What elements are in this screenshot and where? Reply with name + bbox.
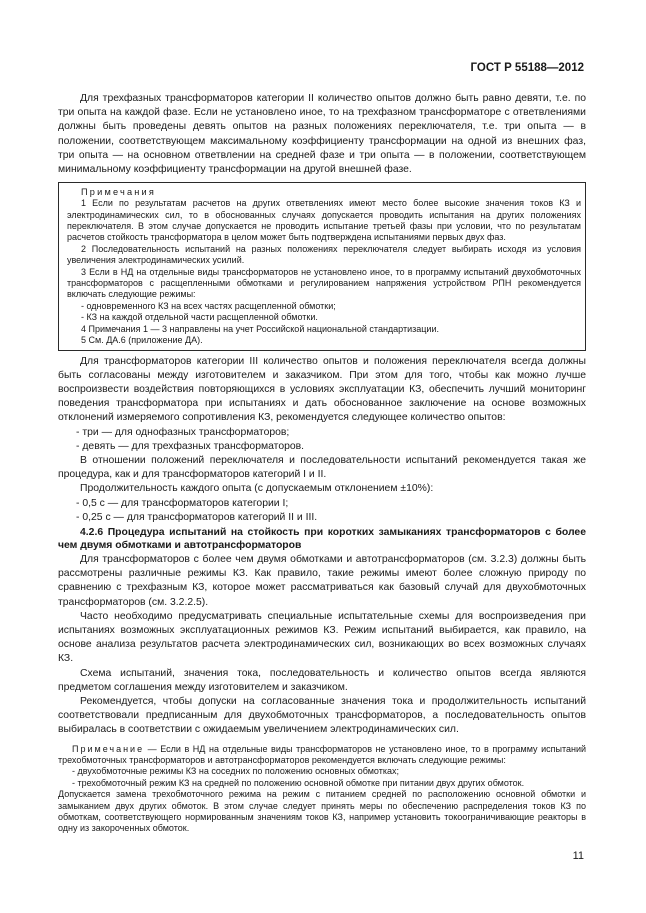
note-4: 4 Примечания 1 — 3 направлены на учет Российской национальной стандартизации. (81, 323, 439, 334)
note-3-item-1: - одновременного КЗ на всех частях расщепленной обмотки; (81, 300, 336, 311)
page-number: 11 (572, 850, 584, 862)
page-content (58, 92, 586, 835)
document-code-header: ГОСТ Р 55188—2012 (470, 62, 584, 74)
note-5: 5 См. ДА.6 (приложение ДА). (81, 335, 203, 346)
list-item: - 0,25 с — для трансформаторов категорий II и III. (76, 511, 318, 523)
note-3-item-2: - КЗ на каждой отдельной части расщепленной обмотки. (81, 312, 318, 323)
paragraph-category-iii-tests: Для трансформаторов категории III количество опытов и положения переключателя всегда должны быть согласованы между изготовителем и заказчиком. При этом для того, чтобы как можно лучше воспроизвести воздействия повторяющихся в условиях эксплуатации КЗ, обеспечить лучший мониторинг поведения трансформатора при испытаниях и дать обоснованное заключение на основе возможных отклонений измеряемого сопротивления КЗ, рекомендуется следующее количество опытов: (58, 355, 586, 424)
list-item: - девять — для трехфазных трансформаторов. (76, 440, 305, 452)
paragraph-category-ii-tests: Для трехфазных трансформаторов категории II количество опытов должно быть равно девяти, т.е. по три опыта на каждой фазе. Если не установлено иное, то на трехфазном трансформаторе с ответвлениями должны быть проведены девять опытов на разных положениях переключателя, т.е. три опыта — в положении, соответствующем максимальному коэффициенту трансформации на одной из внешних фаз, три опыта — на основном ответвлении на средней фазе и три опыта — в положении, соответствующем минимальному коэффициенту трансформации на другой внешней фазе. (58, 93, 586, 176)
paragraph-multiwinding: Для трансформаторов с более чем двумя обмотками и автотрансформаторов (см. 3.2.3) должны быть рассмотрены различные режимы КЗ. Как правило, такие режимы имеют более сложную природу по сравнению с трехфазным КЗ, которое может рассматриваться как базовый случай для двухобмоточных трансформаторов (см. 3.2.2.5). (58, 553, 586, 608)
notes-box (58, 182, 586, 350)
note-3: 3 Если в НД на отдельные виды трансформаторов не установлено иное, то в программу испытаний двухобмоточных трансформаторов с расщепленными обмотками и регулированием напряжения устройством РПН рекомендуется включать следующие режимы: (67, 266, 581, 300)
section-heading-4-2-6: 4.2.6 Процедура испытаний на стойкость при коротких замыканиях трансформаторов с более чем двумя обмотками и автотрансформаторов (58, 526, 586, 552)
notes-title: Примечания (81, 187, 157, 198)
paragraph-test-schemes: Часто необходимо предусматривать специальные испытательные схемы для воспроизведения при испытаниях возможных эксплуатационных режимов КЗ. Режим испытаний выбирается, как правило, на основе анализа результатов расчета электродинамических сил, возникающих во всех возможных случаях КЗ. (58, 610, 586, 665)
bottom-note-item-1: - двухобмоточные режимы КЗ на соседних по положению основных обмотках; (72, 766, 399, 777)
note-1: 1 Если по результатам расчетов на других ответвлениях имеют место более высокие значения токов КЗ и электродинамических сил, то в обоснованных случаях допускается проводить испытания на других положениях переключателя. В этом случае допускается не проводить испытание третьей фазы при условии, что по результатам расчетов стойкость трансформатора в целом может быть подтверждена испытаниями первых двух фаз. (67, 198, 581, 243)
bottom-note (58, 744, 586, 767)
bottom-note-continuation: Допускается замена трехобмоточного режима на режим с питанием средней по расположению основной обмотки и замыканием двух других обмоток. В этом случае следует принять меры по обеспечению распределения токов КЗ по обмоткам, соответствующего нормированным значениям токов КЗ, например установить токоограничивающие реакторы в одну из закороченных обмоток. (58, 789, 586, 834)
paragraph-procedure: В отношении положений переключателя и последовательности испытаний рекомендуется такая же процедура, как и для трансформаторов категорий I и II. (58, 454, 586, 481)
paragraph-agreement: Схема испытаний, значения тока, последовательность и количество опытов всегда являются предметом соглашения между изготовителем и заказчиком. (58, 667, 586, 693)
paragraph-tolerances: Рекомендуется, чтобы допуски на согласованные значения тока и продолжительность испытаний соответствовали предписанным для двухобмоточных трансформаторов, а последовательность опытов выбиралась в соответствии с ожидаемым увеличением электродинамических сил. (58, 695, 586, 736)
bottom-note-text: — Если в НД на отдельные виды трансформаторов не установлено иное, то в программу испытаний трехобмоточных трансформаторов и автотрансформаторов рекомендуется включать следующие режимы: (58, 743, 586, 765)
paragraph-duration: Продолжительность каждого опыта (с допускаемым отклонением ±10%): (80, 483, 434, 495)
bottom-note-title: Примечание (72, 743, 145, 754)
list-item: - три — для однофазных трансформаторов; (76, 426, 290, 438)
list-item: - 0,5 с — для трансформаторов категории I; (76, 497, 289, 509)
bottom-note-item-2: - трехобмоточный режим КЗ на средней по положению основной обмотке при питании двух других обмоток. (72, 777, 525, 788)
note-2: 2 Последовательность испытаний на разных положениях переключателя следует выбирать исходя из условия увеличения электродинамических усилий. (67, 243, 581, 266)
